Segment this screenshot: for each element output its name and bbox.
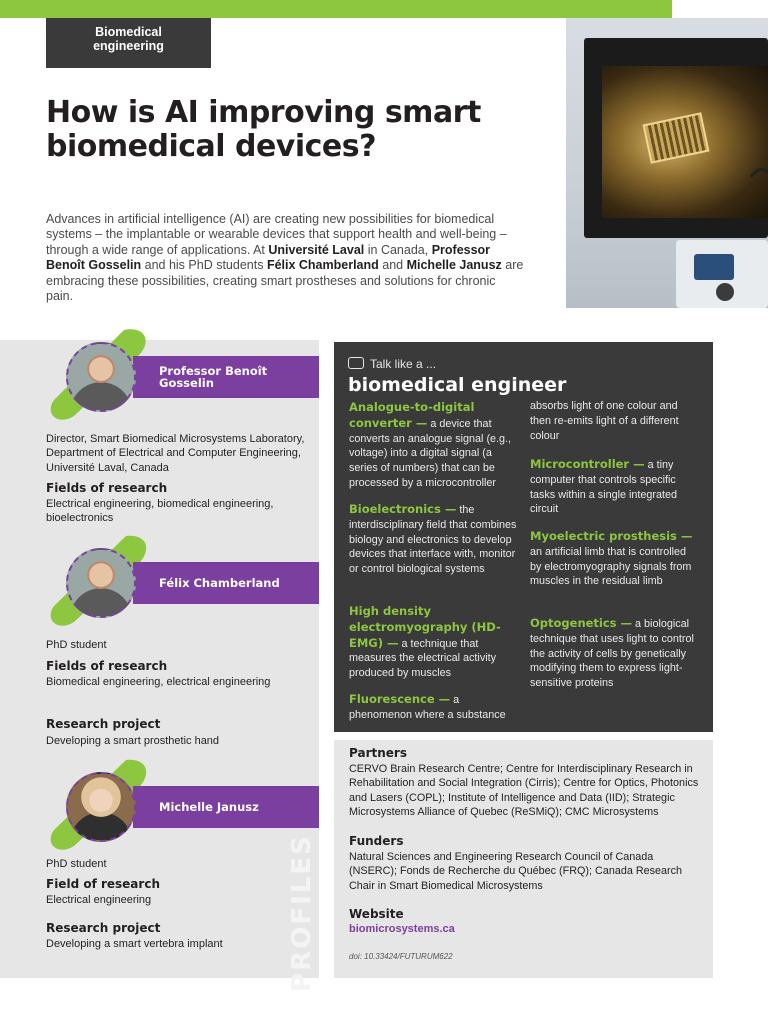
top-accent-bar <box>0 0 672 18</box>
intro-text-5: are embracing these possibilities, creating smart prostheses and solutions for chronic pain. <box>46 258 524 304</box>
funders-text: Natural Sciences and Engineering Research Council of Canada (NSERC); Fonds de Recherche du Québec (FRQ); Canada Research Chair in Smart Biomedical Microsystems <box>349 851 683 892</box>
fields-chamberland: Biomedical engineering, electrical engineering <box>46 676 271 688</box>
intro-text-3: and his PhD students <box>141 258 267 273</box>
glossary-def: the interdisciplinary field that combines biology and electronics to develop devices that interface with, monitor or control biological systems <box>349 504 517 576</box>
category-tag-line-1: Biomedical <box>95 25 162 39</box>
fields-heading-janusz: Field of research <box>46 877 160 891</box>
intro-text-1: Advances in artificial intelligence (AI) are creating new possibilities for biomedical systems – the implantable or wearable devices that support health and well-being – through a wide range of applications. At <box>46 212 507 257</box>
intro-bold-felix: Félix Chamberland <box>266 258 379 273</box>
doi-text: doi: 10.33424/FUTURUM622 <box>349 952 453 961</box>
glossary-entry-fluorescence-cont <box>530 399 698 443</box>
fields-heading-chamberland: Fields of research <box>46 659 168 673</box>
category-tag <box>46 18 211 68</box>
glossary-term: Analogue-to-digital converter — <box>349 400 475 430</box>
glossary-def: a tiny computer that controls specific tasks within a single integrated circuit <box>530 459 678 516</box>
profile-name-bar-gosselin <box>133 356 319 398</box>
glossary-term: Optogenetics — <box>530 616 633 630</box>
title-line-1: How is AI improving smart <box>46 95 481 130</box>
glossary-entry-adc <box>349 400 517 491</box>
profile-role-janusz: PhD student <box>46 858 107 870</box>
profiles-watermark <box>282 833 322 992</box>
profile-name-line-2: Gosselin <box>159 376 214 390</box>
speech-bubble-icon <box>348 357 364 369</box>
article-title <box>46 96 546 164</box>
profile-name-bar-janusz <box>133 786 319 828</box>
profile-name-chamberland: Félix Chamberland <box>159 576 280 590</box>
partners-heading: Partners <box>349 746 407 760</box>
fields-janusz: Electrical engineering <box>46 894 152 906</box>
glossary-term: Fluorescence — <box>349 692 451 706</box>
profile-name-bar-chamberland <box>133 562 319 604</box>
profiles-watermark-text: PROFILES <box>287 833 317 992</box>
website-link[interactable]: biomicrosystems.ca <box>349 923 455 935</box>
intro-bold-michelle: Michelle Janusz <box>406 258 502 273</box>
partners-text: CERVO Brain Research Centre; Centre for Interdisciplinary Research in Rehabilitation and Social Integration (Cirris); Centre for Optics, Photonics and Lasers (COPL); Institute of Intelligence and Data (IID); Strategic Microsystems Alliance of Quebec (ReSMiQ); CMC Microsystems <box>349 763 699 819</box>
project-heading-chamberland: Research project <box>46 717 161 731</box>
title-line-2: biomedical devices? <box>46 129 377 164</box>
intro-bold-professor: Professor Benoît Gosselin <box>46 242 491 273</box>
glossary-def: a biological technique that uses light to control the activity of cells by genetically modifying them to express light-sensitive proteins <box>530 618 694 690</box>
glossary-entry-microcontroller <box>530 457 698 517</box>
glossary-entry-optogenetics <box>530 616 698 691</box>
intro-text-2: in Canada, <box>364 242 432 257</box>
profile-role-chamberland: PhD student <box>46 639 107 651</box>
project-janusz: Developing a smart vertebra implant <box>46 938 223 950</box>
funders-heading: Funders <box>349 834 404 848</box>
glossary-entry-hdemg <box>349 604 517 681</box>
intro-bold-university: Université Laval <box>268 242 365 257</box>
fields-heading-gosselin: Fields of research <box>46 481 168 495</box>
project-heading-janusz: Research project <box>46 921 161 935</box>
glossary-def: a device that converts an analogue signal (e.g., voltage) into a digital signal (a series of numbers) that can be processed by a microcontroller <box>349 417 512 489</box>
glossary-term: Microcontroller — <box>530 457 645 471</box>
glossary-title: biomedical engineer <box>348 374 567 396</box>
avatar-janusz <box>66 772 136 842</box>
glossary-entry-fluorescence <box>349 692 517 723</box>
project-chamberland: Developing a smart prosthetic hand <box>46 735 220 747</box>
category-tag-line-2: engineering <box>93 39 164 53</box>
glossary-entry-myoelectric <box>530 529 698 589</box>
glossary-entry-bioelectronics <box>349 502 517 577</box>
device-display <box>694 254 734 280</box>
glossary-term: High density electromyography (HD-EMG) — <box>349 604 501 650</box>
info-box <box>334 740 713 978</box>
glossary-panel <box>334 342 713 732</box>
avatar-chamberland <box>66 548 136 618</box>
device-knob <box>716 283 734 301</box>
lab-photo <box>566 18 768 308</box>
profile-name-gosselin <box>159 365 267 389</box>
glossary-def: a phenomenon where a substance <box>349 694 506 721</box>
profile-role-gosselin: Director, Smart Biomedical Microsystems Laboratory, Department of Electrical and Computer Engineering, Université Laval, Canada <box>46 433 305 474</box>
fields-gosselin: Electrical engineering, biomedical engineering, bioelectronics <box>46 498 274 525</box>
glossary-def: absorbs light of one colour and then re-emits light of a different colour <box>530 400 679 442</box>
glossary-def: an artificial limb that is controlled by electromyography signals from muscles in the residual limb <box>530 545 692 588</box>
glossary-kicker-text: Talk like a ... <box>370 357 437 371</box>
profile-name-line-1: Professor Benoît <box>159 364 268 378</box>
website-heading: Website <box>349 907 404 921</box>
glossary-kicker <box>348 357 436 371</box>
avatar-gosselin <box>66 342 136 412</box>
glossary-term: Bioelectronics — <box>349 502 457 516</box>
glossary-term: Myoelectric prosthesis — <box>530 529 693 543</box>
intro-text-4: and <box>378 258 407 273</box>
glossary-def: a technique that measures the electrical activity produced by muscles <box>349 637 497 680</box>
profile-name-janusz: Michelle Janusz <box>159 800 259 814</box>
intro-paragraph <box>46 212 526 304</box>
